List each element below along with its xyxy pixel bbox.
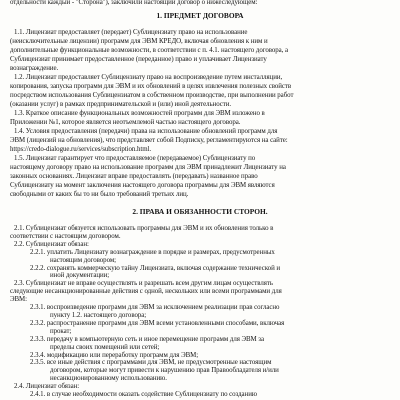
section-1-line: настоящему договору право на использование программ для ЭВМ принадлежит Лицензиату на [10, 164, 286, 171]
section-2-line: иной документации; [50, 272, 110, 280]
section-2-line: 2.2.1. уплатить Лицензиату вознаграждение в порядке и размерах, предусмотренных [30, 248, 275, 256]
section-2-line: договором, которые могут привести к нарушению прав Правообладателя и/или [50, 367, 279, 375]
section-1-line: посредством использования Сублицензиатом в собственном производстве, при выполнении работ [10, 92, 294, 99]
section-1-line: копирования, запуска программ для ЭВМ и их обновлений в целях извлечения полезных свойств [10, 83, 292, 90]
subscription-link[interactable]: https://credo-dialogue.ru/services/subscription.html. [10, 146, 152, 153]
section-1-line: 1.5. Лицензиат гарантирует что предоставляемое (передаваемое) Сублицензиату по [14, 155, 256, 162]
section-2-line: настоящим договором; [50, 256, 117, 264]
section-1-line: 1.2. Лицензиат предоставляет Сублицензиату право на воспроизведение путем инсталляции, [14, 74, 283, 81]
section-2-line: 2.2. Сублицензиат обязан: [14, 240, 89, 248]
section-2-line: 2.3.1. воспроизведение программ для ЭВМ за исключением реализации прав согласно [30, 304, 280, 311]
section-1-heading: 1. ПРЕДМЕТ ДОГОВОРА [156, 11, 244, 20]
section-1-line: 1.3. Краткое описание функциональных возможностей программ для ЭВМ изложено в [14, 110, 265, 117]
section-1-line: (оказании услуг) в рамках предпринимательской и (или) иной деятельности. [10, 101, 232, 108]
section-1-line: Приложении №1, которое является неотъемлемой частью настоящего договора. [10, 119, 241, 126]
section-2-line: 2.3.4. модификацию или переработку программ для ЭВМ; [30, 351, 199, 359]
section-1-line: дополнительные функциональные возможности, в соответствии с п. 4.1. настоящего договора, а [10, 47, 289, 54]
section-2-line: 2.3.2. распространение программ для ЭВМ всеми установленными способами, включая [30, 319, 285, 327]
section-2-line: ЭВМ: [10, 296, 27, 304]
section-1-line: Сублицензиат принимает предоставленное (переданное) право и уплачивает Лицензиату [10, 56, 267, 63]
section-1-line: вознаграждение. [10, 65, 59, 72]
section-1-line: свободными от каких бы то ни было требований третьих лиц. [10, 191, 189, 198]
section-2-line: 2.1. Сублицензиат обязуется использовать программы для ЭВМ и их обновления только в [14, 225, 274, 232]
section-2-line: 2.3.5. все иные действия с программами для ЭВМ, не предусмотренные настоящим [30, 359, 272, 367]
section-2-line: 2.3. Сублицензиат не вправе осуществлять и разрешать всем другим лицам осуществлять [14, 280, 273, 288]
section-1-line: ЭВМ (лицензий на обновления), что представляет собой Подписку, регламентируются на сайте: [10, 137, 288, 144]
section-2-line: 2.4.1. в случае необходимости оказать содействие Сублицензиату по созданию [30, 391, 257, 398]
section-2-line: 2.2.2. сохранять коммерческую тайну Лицензиата, включая содержание технической и [30, 264, 281, 272]
section-2-line: 2.3.3. передачу в компьютерную сеть и иное перемещение программ для ЭВМ за [30, 335, 264, 343]
intro-text: отдельности каждый - "Сторона"), заключили настоящий договор о нижеследующем: [10, 0, 258, 6]
section-2-line: пункту 1.2. настоящего договора; [50, 312, 147, 319]
section-1-line: Сублицензиату на момент заключения настоящего договора программы для ЭВМ являются [10, 182, 275, 189]
section-2-line: следующие несанкционированные действия с одной, нескольких или всеми программами для [10, 288, 282, 296]
section-2-line: пределы своих помещений или сетей; [50, 343, 160, 351]
section-1-line: (неисключительные лицензии) программ для ЭВМ КРЕДО, включая обновления к ним и [10, 38, 268, 45]
section-2-line: несанкционированному использованию. [50, 375, 167, 383]
section-1-line: 1.4. Условия предоставления (передачи) права на использование обновлений программ для [14, 128, 278, 135]
section-1-line: 1.1. Лицензиат предоставляет (передает) Сублицензиату право на использование [14, 29, 248, 36]
section-2-line: соответствии с настоящим договором. [10, 232, 121, 240]
section-2-heading: 2. ПРАВА И ОБЯЗАННОСТИ СТОРОН. [132, 207, 268, 216]
section-1-line: законных основаниях. Лицензиат вправе предоставлять (передавать) названное право [10, 173, 258, 180]
section-2-line: 2.4. Лицензиат обязан: [14, 383, 80, 391]
section-2-line: прокат; [50, 327, 72, 335]
